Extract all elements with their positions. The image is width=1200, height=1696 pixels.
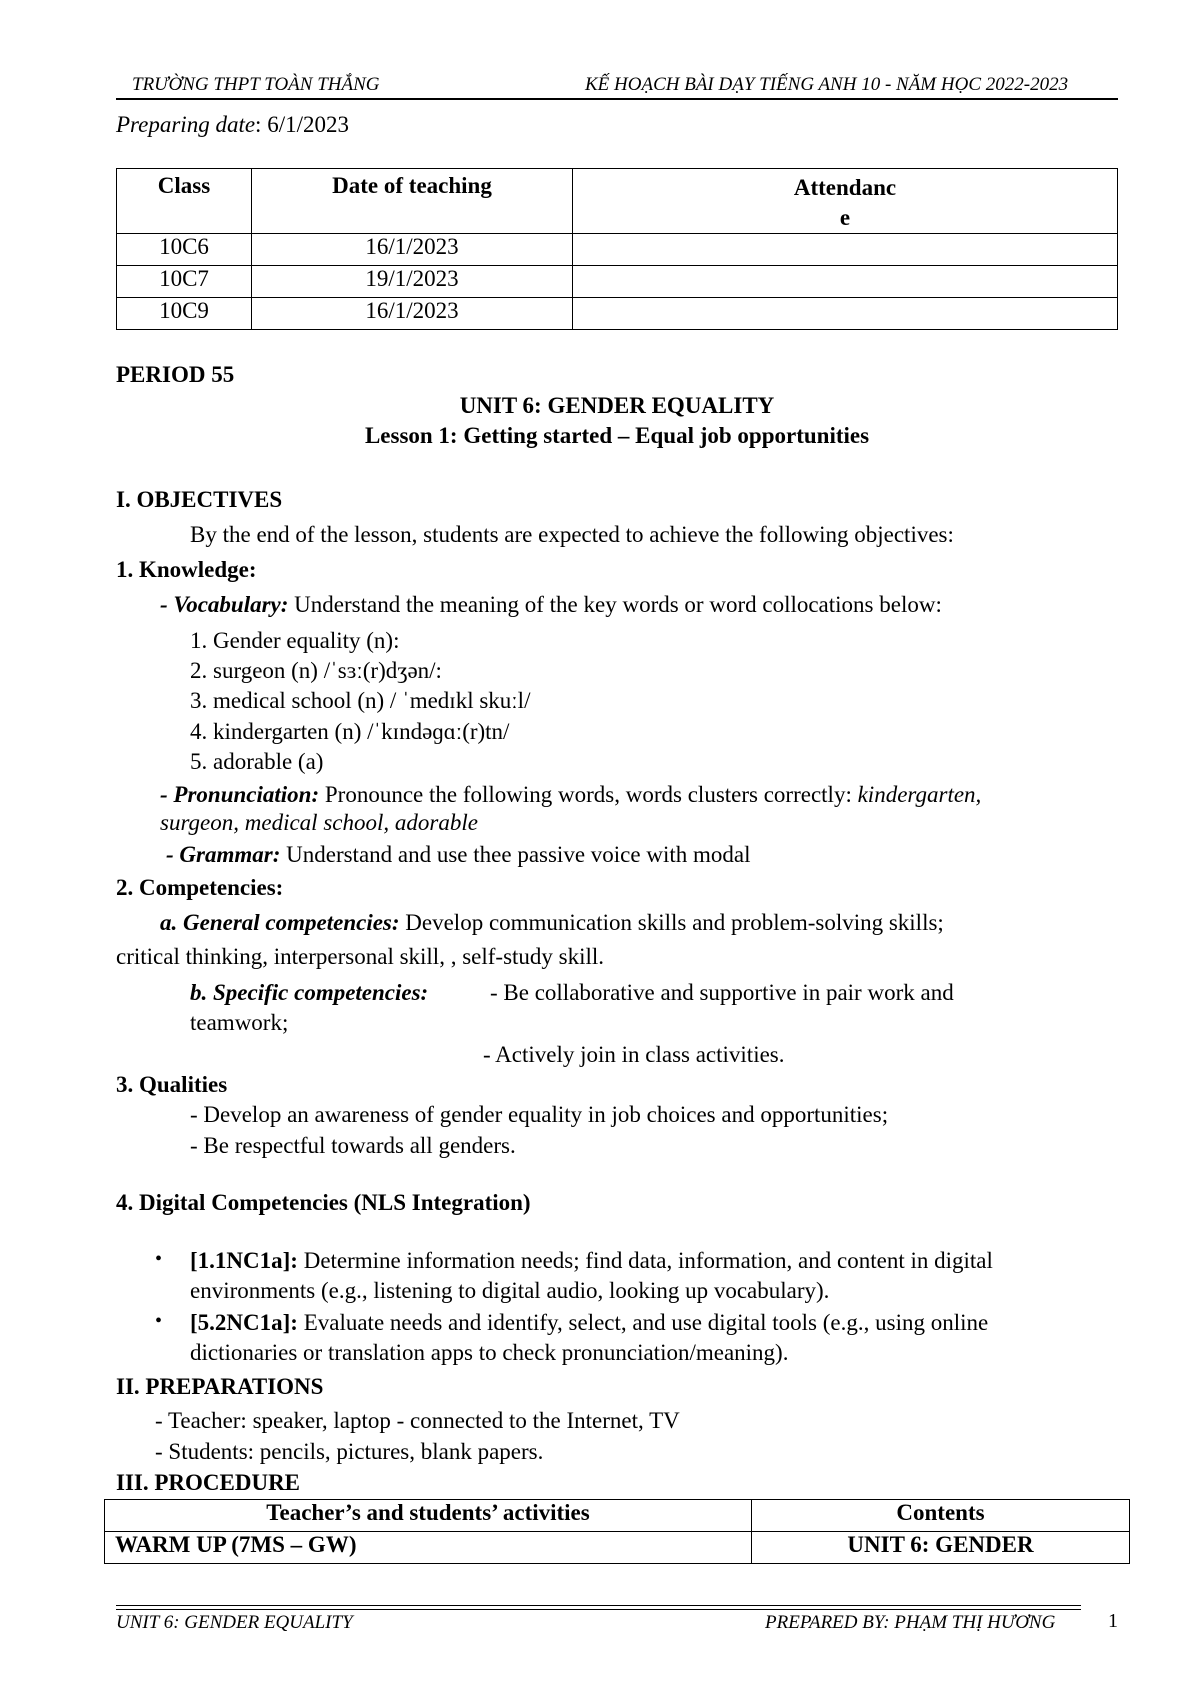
quality-item: - Be respectful towards all genders.: [190, 1133, 516, 1158]
digital-item-line1: [190, 1308, 988, 1337]
vocab-item: 2. surgeon (n) /ˈsɜː(r)dʒən/:: [190, 658, 442, 683]
objectives-heading: I. OBJECTIVES: [116, 487, 283, 512]
digital-item-line2: environments (e.g., listening to digital audio, looking up vocabulary).: [190, 1278, 830, 1303]
header-rule: [116, 98, 1118, 100]
preparing-date-sep: :: [255, 112, 268, 137]
table-row: [105, 1532, 1130, 1564]
bullet-icon: •: [155, 1310, 163, 1332]
procedure-heading: III. PROCEDURE: [116, 1470, 301, 1495]
digital-item-text: Determine information needs; find data, information, and content in digital: [297, 1248, 993, 1273]
grammar-label: - Grammar:: [166, 842, 281, 867]
page-number: 1: [1108, 1610, 1118, 1632]
date-cell: 19/1/2023: [252, 266, 573, 298]
vocabulary-text: Understand the meaning of the key words or word collocations below:: [288, 592, 942, 617]
col-header-attendance: [573, 169, 1118, 234]
col-header-activities: Teacher’s and students’ activities: [105, 1500, 752, 1532]
attendance-header-line2: e: [839, 205, 851, 230]
date-cell: 16/1/2023: [252, 234, 573, 266]
digital-item-line1: [190, 1246, 993, 1275]
vocab-item: 1. Gender equality (n):: [190, 628, 400, 653]
col-header-class: Class: [117, 169, 252, 234]
class-cell: 10C6: [117, 234, 252, 266]
preparation-item: - Teacher: speaker, laptop - connected to the Internet, TV: [155, 1408, 680, 1433]
attendance-cell: [573, 266, 1118, 298]
header-school: TRƯỜNG THPT TOÀN THẮNG: [132, 74, 380, 95]
general-competencies-text-2: critical thinking, interpersonal skill, , self-study skill.: [116, 944, 605, 969]
vocabulary-label: - Vocabulary:: [160, 592, 289, 617]
contents-cell: UNIT 6: GENDER: [752, 1532, 1130, 1564]
grammar-line: [166, 840, 750, 869]
preparations-heading: II. PREPARATIONS: [116, 1374, 324, 1399]
objectives-intro: By the end of the lesson, students are expected to achieve the following objectives:: [190, 522, 954, 547]
digital-item-code: [5.2NC1a]:: [190, 1310, 298, 1335]
footer-author: PREPARED BY: PHẠM THỊ HƯƠNG: [765, 1612, 1056, 1633]
pronunciation-words-1: kindergarten,: [857, 782, 982, 807]
knowledge-heading: 1. Knowledge:: [116, 557, 257, 582]
specific-competencies-text-3: - Actively join in class activities.: [483, 1042, 785, 1067]
digital-item-line2: dictionaries or translation apps to check pronunciation/meaning).: [190, 1340, 789, 1365]
vocab-item: 4. kindergarten (n) /ˈkɪndəɡɑː(r)tn/: [190, 719, 510, 744]
digital-item-text: Evaluate needs and identify, select, and use digital tools (e.g., using online: [297, 1310, 989, 1335]
preparing-date: [116, 110, 349, 139]
vocabulary-line: [160, 590, 942, 619]
procedure-table: [104, 1499, 1130, 1564]
general-competencies-label: a. General competencies:: [160, 910, 400, 935]
table-row: [117, 234, 1118, 266]
specific-competencies-text-2: teamwork;: [190, 1010, 289, 1035]
pronunciation-line: [160, 780, 981, 809]
table-row: [117, 266, 1118, 298]
vocab-item: 3. medical school (n) / ˈmedɪkl skuːl/: [190, 688, 531, 713]
preparing-date-label: Preparing date: [116, 112, 256, 137]
pronunciation-text: Pronounce the following words, words clusters correctly:: [319, 782, 858, 807]
general-competencies-text-1: Develop communication skills and problem-solving skills;: [399, 910, 944, 935]
vocab-item: 5. adorable (a): [190, 749, 324, 774]
col-header-contents: Contents: [752, 1500, 1130, 1532]
digital-competencies-heading: 4. Digital Competencies (NLS Integration): [116, 1190, 531, 1215]
digital-item-code: [1.1NC1a]:: [190, 1248, 298, 1273]
general-competencies-line: [160, 908, 944, 937]
footer-rule-bottom: [116, 1609, 1081, 1610]
period-label: PERIOD 55: [116, 362, 235, 387]
class-schedule-table: [116, 168, 1118, 330]
specific-competencies-text-1: - Be collaborative and supportive in pair work and: [490, 980, 954, 1005]
competencies-heading: 2. Competencies:: [116, 875, 284, 900]
pronunciation-label: - Pronunciation:: [160, 782, 320, 807]
col-header-date: Date of teaching: [252, 169, 573, 234]
lesson-title: Lesson 1: Getting started – Equal job opportunities: [364, 423, 870, 448]
table-row: [117, 298, 1118, 330]
grammar-text: Understand and use thee passive voice with modal: [280, 842, 751, 867]
preparing-date-value: 6/1/2023: [267, 112, 349, 137]
pronunciation-words-2: surgeon, medical school, adorable: [160, 810, 478, 835]
date-cell: 16/1/2023: [252, 298, 573, 330]
activity-cell: WARM UP (7MS – GW): [105, 1532, 752, 1564]
specific-competencies-label: b. Specific competencies:: [190, 980, 429, 1005]
preparation-item: - Students: pencils, pictures, blank papers.: [155, 1439, 544, 1464]
attendance-cell: [573, 234, 1118, 266]
footer-unit: UNIT 6: GENDER EQUALITY: [116, 1612, 353, 1633]
qualities-heading: 3. Qualities: [116, 1072, 228, 1097]
unit-title: UNIT 6: GENDER EQUALITY: [459, 393, 775, 418]
footer-rule-top: [116, 1605, 1081, 1606]
class-cell: 10C9: [117, 298, 252, 330]
header-plan-title: KẾ HOẠCH BÀI DẠY TIẾNG ANH 10 - NĂM HỌC 2022-2023: [585, 74, 1069, 95]
bullet-icon: •: [155, 1248, 163, 1270]
attendance-header-line1: Attendanc: [793, 175, 897, 200]
attendance-cell: [573, 298, 1118, 330]
class-cell: 10C7: [117, 266, 252, 298]
quality-item: - Develop an awareness of gender equality in job choices and opportunities;: [190, 1102, 889, 1127]
